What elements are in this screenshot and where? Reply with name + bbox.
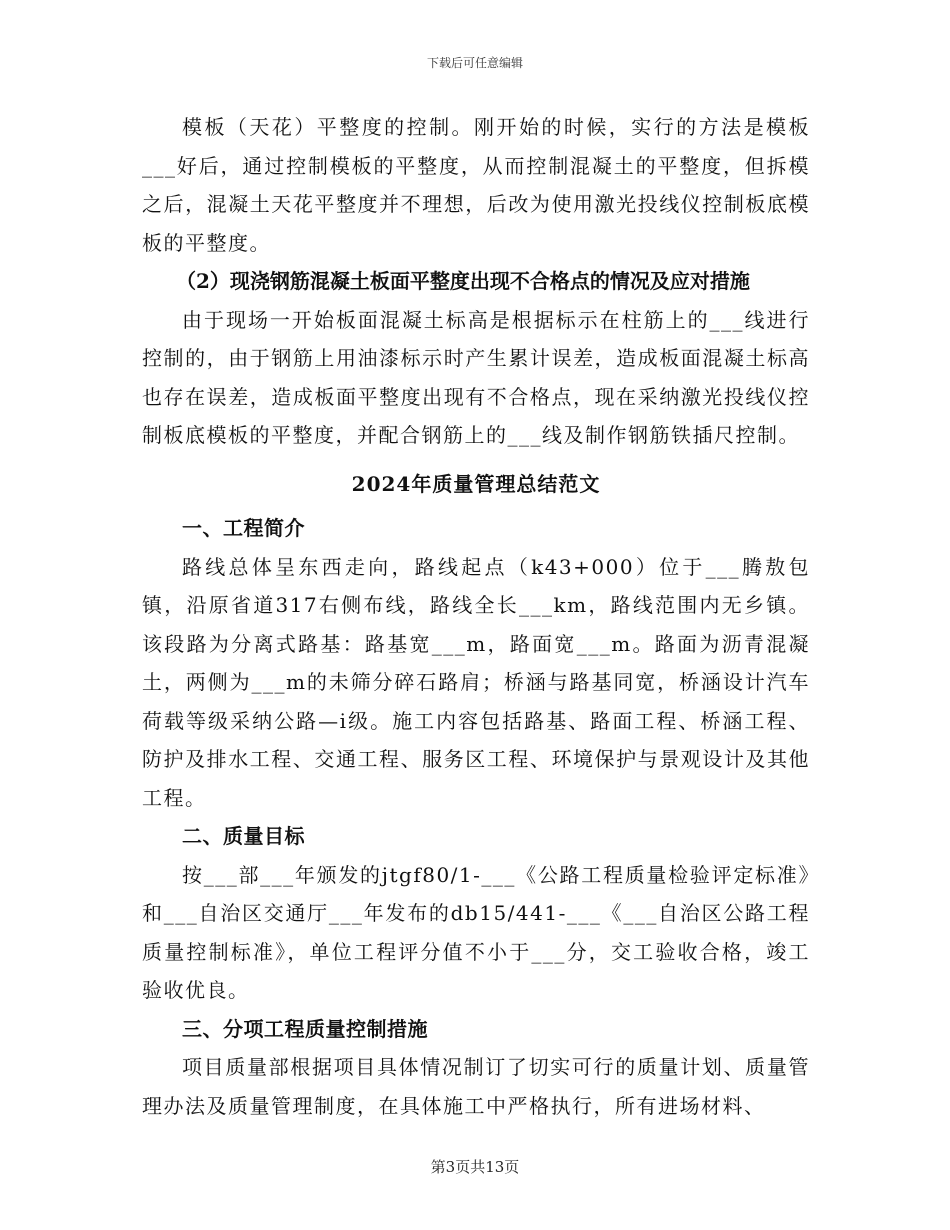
paragraph-formwork-control: 模板（天花）平整度的控制。刚开始的时候，实行的方法是模板___好后，通过控制模板的平整度，从而控制混凝土的平整度，但拆模之后，混凝土天花平整度并不理想，后改为使用激光投线仪控制板底模板的平整度。 [142, 115, 810, 255]
section-heading-quality-goals: 二、质量目标 [182, 824, 305, 848]
page-footer: 第3页共13页 [430, 1158, 520, 1176]
paragraph-quality-measures: 项目质量部根据项目具体情况制订了切实可行的质量计划、质量管理办法及质量管理制度，在具体施工中严格执行，所有进场材料、 [142, 1055, 810, 1118]
paragraph-project-overview: 路线总体呈东西走向，路线起点（k43+000）位于___腾敖包镇，沿原省道317右侧布线，路线全长___km，路线范围内无乡镇。该段路为分离式路基：路基宽___m，路面宽___m。路面为沥青混凝土，两侧为___m的未筛分碎石路肩；桥涵与路基同宽，桥涵设计汽车荷载等级采纳公路—i级。施工内容包括路基、路面工程、桥涵工程、防护及排水工程、交通工程、服务区工程、环境保护与景观设计及其他工程。 [142, 554, 810, 810]
paragraph-quality-goals: 按___部___年颁发的jtgf80/1-___《公路工程质量检验评定标准》和___自治区交通厅___年发布的db15/441-___《___自治区公路工程质量控制标准》，单位工程评分值不小于___分，交工验收合格，竣工验收优良。 [142, 862, 810, 1002]
subheading-slab-flatness: （2）现浇钢筋混凝土板面平整度出现不合格点的情况及应对措施 [176, 269, 750, 293]
page-header: 下载后可任意编辑 [426, 56, 523, 70]
section-heading-quality-measures: 三、分项工程质量控制措施 [182, 1016, 428, 1041]
document-title: 2024年质量管理总结范文 [351, 471, 601, 496]
paragraph-slab-flatness: 由于现场一开始板面混凝土标高是根据标示在柱筋上的___线进行控制的，由于钢筋上用油漆标示时产生累计误差，造成板面混凝土标高也存在误差，造成板面平整度出现有不合格点，现在采纳激光投线仪控制板底模板的平整度，并配合钢筋上的___线及制作钢筋铁插尺控制。 [142, 307, 810, 447]
document-body [142, 108, 810, 1125]
section-heading-project-overview: 一、工程简介 [182, 516, 305, 540]
